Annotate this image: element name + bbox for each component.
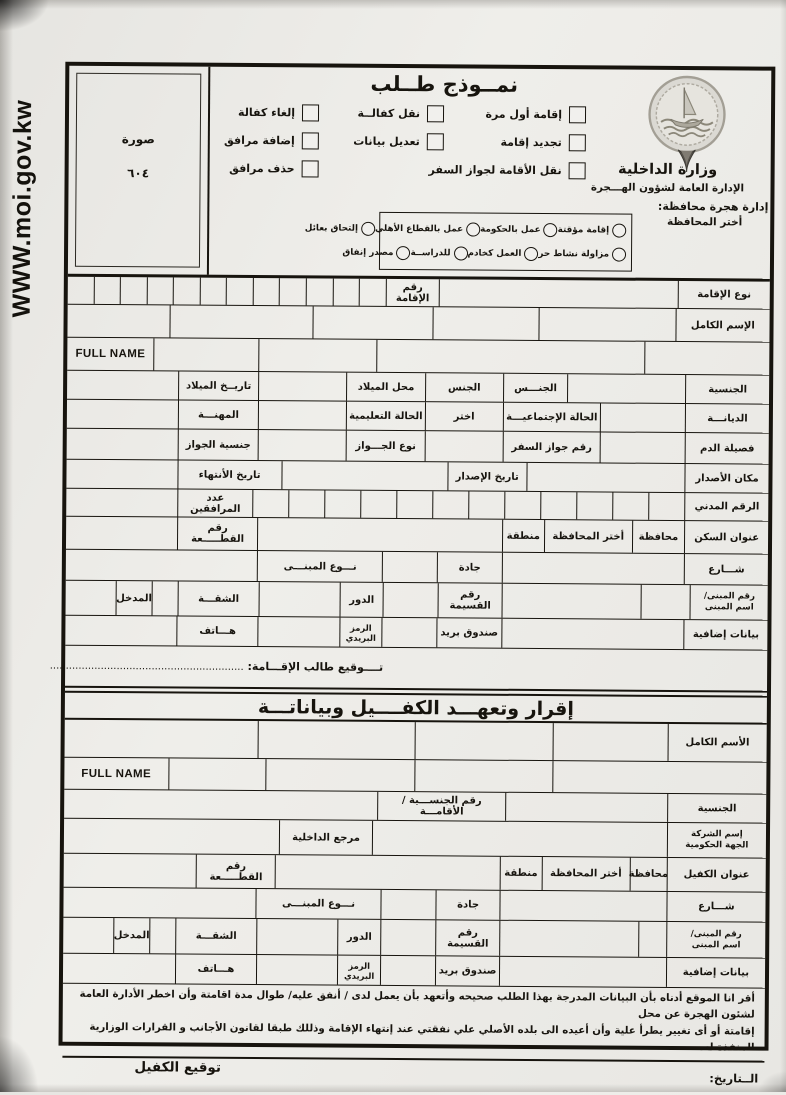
checkbox-remove-companion[interactable]: حذف مرافق [224,159,319,179]
row-sponsor-company [64,819,766,859]
nationality-label: الجنسية [686,375,769,404]
radio-icon[interactable] [612,224,626,238]
applicant-signature-line[interactable]: تــــوقيع طالب الإقـــامة: ............................................................. [50,659,383,674]
radio-self-employment[interactable]: مزاولة نشاط حر [538,247,626,262]
radio-icon[interactable] [544,223,558,237]
education-input[interactable] [259,401,347,430]
birth-place-label: محل الميلاد [347,373,426,402]
form-footer [62,1058,764,1089]
birth-place-input[interactable] [259,372,347,401]
civil-no-digit-boxes[interactable] [254,490,686,520]
radio-government-work[interactable]: عمل بالحكومة [480,223,558,238]
checkbox-cancel-sponsorship[interactable]: إلغاء كفالة [224,103,319,123]
name-part-input[interactable] [313,306,434,339]
building-type-label: نـــوع المبنـــى [256,889,381,919]
po-box-input[interactable] [381,956,436,985]
entrance-input[interactable] [63,918,114,953]
zip-input[interactable] [258,617,340,647]
marital-status-choose-cell[interactable]: اختر [426,402,504,431]
area-input[interactable] [258,518,502,552]
digit-box[interactable] [541,492,577,519]
form-title: نمــوذج طــلب [324,72,564,98]
expiry-date-label: تاريخ الأنتهاء [178,460,282,489]
zip-label: الرمز البريدي [340,618,383,647]
photo-box [68,66,210,275]
radio-study[interactable]: للدراســة [410,246,467,260]
entrance-input[interactable] [66,581,117,615]
name-part-input[interactable] [169,758,267,790]
floor-label: الدور [341,583,384,617]
po-box-input[interactable] [383,618,438,647]
governorate-label: محافظة [630,858,667,891]
row-sponsor-street [63,888,765,923]
row-full-name-en [67,338,769,376]
full-name-label: الإسم الكامل [676,309,770,342]
passport-nationality-label: جنسية الجواز [178,429,259,460]
checkbox-transfer-sponsorship[interactable]: نقل كفالــة [353,104,444,124]
name-part-input[interactable] [416,722,555,760]
digit-box[interactable] [174,277,201,304]
name-part-input[interactable] [415,760,553,792]
row-sponsor-address [64,854,766,893]
digit-box[interactable] [254,278,281,305]
companions-count-label: عدد المرافقين [178,489,254,517]
extra-data-input[interactable] [500,957,667,987]
interior-ref-input[interactable] [64,819,280,855]
avenue-label: جادة [436,890,501,919]
sponsor-nat-res-no-label: رقم الجنســـية / الأقامـــة [378,792,507,821]
name-part-input[interactable] [554,723,669,761]
ministry-name: وزارة الداخلية [567,161,769,178]
row-sponsor-extra [63,954,765,989]
sponsor-signature-label[interactable]: توقيع الكفيل [134,1059,221,1076]
name-part-input[interactable] [266,759,415,791]
entrance-label: المدخل [114,918,151,953]
request-type-column-right [429,104,587,180]
issue-place-label: مكان الأصدار [686,464,769,493]
residence-application-form [59,62,776,1051]
street-label: شـــارع [685,554,768,585]
education-label: الحالة التعليمية [347,402,426,431]
sponsor-company-input[interactable] [373,821,668,857]
radio-icon[interactable] [453,246,467,260]
applicant-signature-row [65,646,767,693]
passport-type-input[interactable] [259,430,347,461]
checkbox-icon[interactable] [302,132,319,149]
flat-input[interactable] [150,918,176,953]
digit-box[interactable] [362,491,398,518]
radio-icon[interactable] [361,222,375,236]
po-box-label: صندوق بريد [437,618,502,647]
choose-governorate-cell[interactable]: أختر المحافظة [542,857,630,891]
choose-governorate-cell[interactable]: أختر المحافظة [545,520,633,553]
digit-box[interactable] [290,490,326,517]
department-name: الإدارة العامة لشؤون الهـــجرة [566,181,768,194]
block-label: رقم القطـــــعة [178,517,259,550]
avenue-label: جادة [438,552,503,582]
birth-date-label: تاريــخ الميلاد [179,372,260,401]
block-input[interactable] [64,854,198,888]
row-passport [67,429,769,465]
interior-ref-label: مرجع الداخلية [280,820,373,855]
flat-input[interactable] [153,581,179,615]
digit-box[interactable] [360,279,386,306]
radio-join-family[interactable]: إلتحاق بعائل [305,222,375,236]
blood-group-input[interactable] [601,432,686,463]
sponsor-declaration-text [62,984,765,1063]
checkbox-add-companion[interactable]: إضافة مرافق [224,131,319,151]
sponsor-nationality-input[interactable] [506,793,668,822]
digit-box[interactable] [649,493,684,520]
digit-box[interactable] [577,492,613,519]
avenue-input[interactable] [383,552,438,582]
checkbox-transfer-residence-to-passport[interactable]: نقل الأقامة لجواز السفر [429,160,586,180]
residence-no-label: رقم الإقامة [386,279,440,306]
building-no-label: رقم المبنى/ اسم المبنى [667,922,766,958]
row-home-address [66,517,768,555]
religion-input[interactable] [601,403,686,432]
full-name-en-label: FULL NAME [67,338,154,371]
sponsor-address-label: عنوان الكفيل [667,858,765,892]
choose-governorate-hint[interactable]: أختر المحافظة [566,215,768,228]
sex-label: الجنـــس [504,374,569,402]
occupation-input[interactable] [67,400,179,429]
name-part-input[interactable] [154,338,260,371]
checkbox-first-residence[interactable]: إقامة أول مرة [429,104,586,124]
radio-icon[interactable] [396,246,410,260]
request-type-column-left [224,103,319,179]
row-street [66,550,768,586]
street-input[interactable] [501,891,668,921]
digit-box[interactable] [280,278,307,305]
governorate-dept-line: إدارة هجرة محافظة: [566,199,768,213]
checkbox-icon[interactable] [569,106,586,123]
digit-box[interactable] [613,493,649,520]
blood-group-label: فصيلة الدم [686,433,769,464]
row-building [66,581,768,621]
area-label: منطقة [500,857,542,890]
sponsor-nationality-label: الجنسية [668,794,766,823]
phone-label: هـــاتف [178,616,259,646]
occupation-label: المهنـــة [178,401,259,430]
flat-label: الشقـــة [179,582,260,617]
name-part-input[interactable] [258,721,415,759]
passport-nationality-input[interactable] [67,429,179,460]
digit-box[interactable] [147,277,174,304]
digit-box[interactable] [68,277,95,304]
street-input[interactable] [502,553,685,584]
photo-label: صورة [122,132,155,146]
checkbox-icon[interactable] [427,105,444,122]
name-part-input[interactable] [65,720,259,758]
name-part-input[interactable] [646,342,770,375]
issue-date-label: تاريخ الإصدار [448,462,527,491]
row-sponsor-building [63,918,765,959]
name-part-input[interactable] [434,307,540,340]
residence-type-label: نوع الإقامة [678,281,769,309]
row-extra-data [65,616,767,651]
area-label: منطقة [503,520,545,552]
name-part-input[interactable] [539,308,676,341]
purpose-row-1 [385,222,626,238]
parcel-input[interactable] [381,920,436,955]
radio-domestic-worker[interactable]: العمل كخادم [467,246,538,260]
kuwait-emblem [639,74,736,175]
phone-input[interactable] [63,954,176,984]
phone-label: هـــاتف [176,954,257,984]
residence-purpose-box [379,212,632,272]
digit-box[interactable] [121,277,148,304]
floor-input[interactable] [259,582,341,617]
sponsor-company-label: إسم الشركة الجهة الحكومية [668,823,767,858]
extra-data-label: بيانات إضافية [667,958,765,988]
row-sponsor-name [65,720,767,763]
parcel-label: رقم القسيمة [436,920,501,955]
passport-no-input[interactable] [425,431,503,462]
checkbox-renew-residence[interactable]: تجديد إقامة [429,132,586,152]
digit-box[interactable] [469,492,505,519]
avenue-input[interactable] [381,890,436,919]
phone-input[interactable] [65,616,178,646]
digit-box[interactable] [326,491,362,518]
street-label: شـــارع [667,892,765,922]
extra-data-input[interactable] [502,619,685,649]
nationality-input[interactable] [568,374,686,403]
block-input[interactable] [66,517,178,550]
signature-dotted-line[interactable]: ............................................................. [50,661,244,673]
building-no-input[interactable] [639,922,667,957]
birth-date-input[interactable] [67,371,179,400]
name-part-input[interactable] [260,339,378,372]
checkbox-icon[interactable] [569,134,586,151]
building-type-input[interactable] [66,550,259,581]
issue-date-input[interactable] [282,461,449,490]
name-part-input[interactable] [171,305,314,338]
declaration-line-2: إقامتة أو أى تغيير يطرأ علية وأن أعيده الى بلده الأصلي علي نفقتي عند إنتهاء الإقامة وذللك طبقا لقانون الأجانب و القرارات الوزارية المنفذة له. [89,1022,754,1054]
digit-box[interactable] [254,490,290,517]
request-type-column-middle [353,104,444,152]
radio-income-source[interactable]: مصدر إنفاق [342,245,410,259]
building-no-input[interactable] [641,585,691,619]
radio-icon[interactable] [612,247,626,261]
checkbox-icon[interactable] [427,133,444,150]
row-full-name-ar [67,305,769,343]
building-name-input[interactable] [501,921,640,957]
residence-no-digit-boxes[interactable] [68,277,387,306]
religion-label: الديانـــة [686,404,769,433]
ministry-website-vertical-text: WWW.moi.gov.kw [8,67,39,317]
radio-private-sector-work[interactable]: عمل بالقطاع الأهلي [375,222,480,237]
passport-type-label: نوع الجـــواز [347,431,426,462]
zip-label: الرمز البريدي [338,956,381,985]
digit-box[interactable] [333,279,360,306]
marital-status-label: الحالة الإجتماعيـــة [503,403,601,432]
checkbox-icon[interactable] [302,104,319,121]
parcel-input[interactable] [384,583,439,617]
digit-box[interactable] [200,278,227,305]
expiry-date-input[interactable] [66,460,178,489]
building-no-label: رقم المبنى/ اسم المبنى [691,585,768,620]
declaration-line-1: أقر انا الموقع أدناه بأن البيانات المدرجة بهذا الطلب صحيحه وأتعهد بأن يعمل لدى / أنفق عليه/ طوال مدة اقامتة وأن اخطر الأدارة العامة لشئون الهجرة عن محل [80,989,755,1021]
checkbox-icon[interactable] [569,162,586,179]
building-type-label: نـــوع المبنـــى [258,551,383,582]
name-part-input[interactable] [378,340,646,374]
digit-box[interactable] [433,491,469,518]
photo-frame [75,73,201,268]
zip-input[interactable] [257,955,339,985]
digit-box[interactable] [307,278,334,305]
digit-box[interactable] [505,492,541,519]
digit-box[interactable] [397,491,433,518]
radio-icon[interactable] [524,247,538,261]
sponsor-full-name-label: الأسم الكامل [668,724,767,762]
digit-box[interactable] [94,277,121,304]
purpose-row-2 [385,246,626,262]
building-type-input[interactable] [63,888,256,918]
companions-count-input[interactable] [66,489,178,517]
entrance-label: المدخل [116,581,153,615]
floor-input[interactable] [257,919,339,955]
form-number: ٦٠٤ [127,166,149,180]
building-name-input[interactable] [503,584,642,619]
name-part-input[interactable] [67,305,170,338]
residence-type-input[interactable] [440,279,679,308]
form-header [68,66,771,282]
sponsor-nat-res-no-input[interactable] [64,790,378,820]
governorate-label: محافظة [632,521,685,553]
radio-icon[interactable] [466,223,480,237]
checkbox-icon[interactable] [302,160,319,177]
parcel-label: رقم القسيمة [438,583,503,617]
flat-label: الشقـــة [176,918,257,954]
radio-temporary-residence[interactable]: إقامة مؤقتة [558,223,627,237]
extra-data-label: بيانات إضافية [684,620,767,650]
sex-value-cell[interactable]: الجنس [426,373,504,402]
issue-place-input[interactable] [527,463,686,492]
area-input[interactable] [276,855,501,890]
floor-label: الدور [338,920,381,955]
checkbox-modify-data[interactable]: تعديل بيانات [353,132,444,152]
passport-no-label: رقم جواز السفر [503,432,601,463]
block-label: رقم القطـــــعة [197,855,276,889]
date-label[interactable]: الــتاريخ: [709,1071,758,1085]
po-box-label: صندوق بريد [436,956,501,985]
home-address-label: عنوان السكن [685,521,768,554]
sponsor-full-name-en-label: FULL NAME [64,758,169,790]
row-sponsor-name-en [64,758,766,795]
sponsor-section-title: إقرار وتعهـــد الكفــــيل وبياناتـــة [65,691,767,725]
digit-box[interactable] [227,278,254,305]
civil-no-label: الرقم المدني [685,493,768,521]
name-part-input[interactable] [554,761,767,793]
